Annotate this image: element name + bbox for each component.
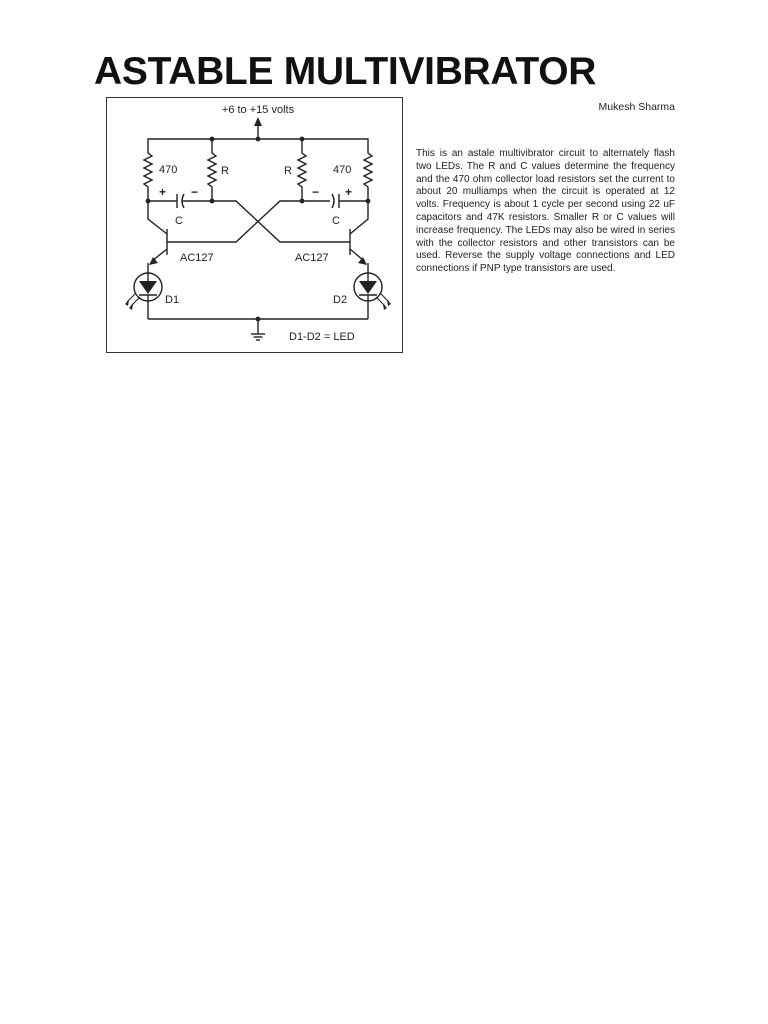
resistor-label-left-load: 470: [159, 164, 178, 176]
rail-junction-center: [256, 137, 261, 142]
led-label-d1: D1: [165, 294, 180, 306]
rail-junction-right: [300, 137, 305, 142]
led-d2-icon: [354, 273, 391, 319]
supply-arrow-icon: [254, 117, 262, 126]
ground-icon: [251, 319, 265, 340]
author-name: Mukesh Sharma: [598, 101, 675, 113]
cap-left-minus-sign: −: [191, 185, 199, 199]
cap-right-plus-sign: +: [345, 185, 353, 199]
page-title: ASTABLE MULTIVIBRATOR: [94, 50, 597, 93]
transistor-left-emitter-arrow-icon: [149, 257, 158, 265]
transistor-right-label: AC127: [295, 252, 329, 264]
resistor-r-left-icon: [208, 149, 216, 201]
cap-right-plate-a: [332, 194, 334, 208]
resistor-470-right-icon: [364, 149, 372, 201]
body-paragraph: This is an astale multivibrator circuit to alternately flash two LEDs. The R and C values determine the frequency and the 470 ohm collector load resistors set the current to about 20 mulliamps when the circuit is operated at 12 volts. Frequency is about 1 cycle per second using 22 uF capacitors and 47K resistors. Smaller R or C values will increase frequency. The LEDs may also be wired in series with the collector resistors and other transistors can be used. Reverse the supply voltage connections and LED connections if PNP type transistors are used.: [416, 148, 675, 275]
transistor-right-emitter-arrow-icon: [358, 257, 367, 265]
resistor-470-left-icon: [144, 149, 152, 201]
cap-right-minus-sign: −: [312, 185, 320, 199]
rail-junction-left: [210, 137, 215, 142]
resistor-label-right-load: 470: [333, 164, 352, 176]
cap-left-label: C: [175, 215, 183, 227]
transistor-left-collector: [148, 201, 167, 234]
resistor-r-right-icon: [298, 149, 306, 201]
supply-voltage-label: +6 to +15 volts: [221, 104, 295, 116]
led-label-d2: D2: [333, 294, 348, 306]
resistor-label-right-base: R: [284, 165, 292, 177]
transistor-left-label: AC127: [180, 252, 214, 264]
circuit-schematic: [106, 97, 403, 353]
cap-left-plus-sign: +: [159, 185, 167, 199]
transistor-right-collector: [350, 201, 368, 234]
led-d1-icon: [125, 273, 162, 319]
led-legend: D1-D2 = LED: [289, 331, 355, 343]
schematic-svg: [106, 97, 403, 353]
cap-right-label: C: [332, 215, 340, 227]
cross-wire-right-to-left: [212, 201, 302, 242]
resistor-label-left-base: R: [221, 165, 229, 177]
